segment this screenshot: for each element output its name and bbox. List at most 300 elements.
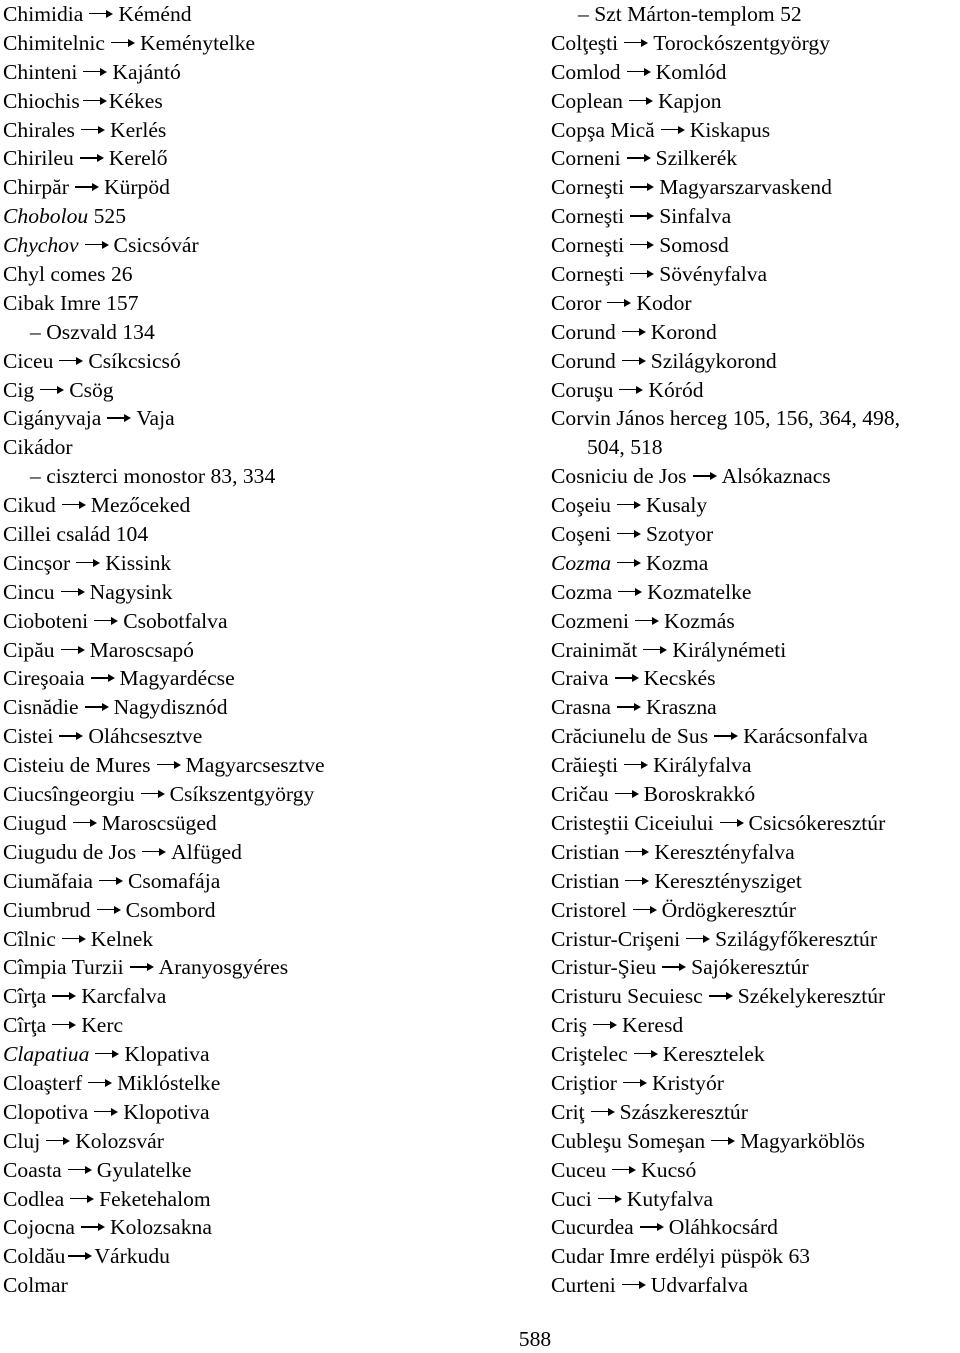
arrow-right-icon bbox=[40, 385, 64, 395]
index-entry bbox=[551, 202, 960, 231]
arrow-right-icon bbox=[623, 1078, 647, 1088]
arrow-right-icon bbox=[75, 182, 99, 192]
index-entry bbox=[3, 722, 533, 751]
arrow-right-icon bbox=[643, 645, 667, 655]
entry-reference: Csombord bbox=[125, 897, 216, 922]
entry-reference: Alfüged bbox=[171, 839, 242, 864]
index-entry bbox=[551, 1040, 960, 1069]
entry-term: Cioboteni bbox=[3, 608, 89, 633]
entry-reference: Karcfalva bbox=[81, 984, 167, 1009]
entry-term: Cîrţa bbox=[3, 984, 47, 1009]
entry-term: Chiochis bbox=[3, 88, 80, 113]
entry-reference: Karácsonfalva bbox=[743, 724, 868, 749]
index-entry bbox=[551, 87, 960, 116]
arrow-right-icon bbox=[76, 558, 100, 568]
entry-reference: Kissink bbox=[105, 550, 172, 575]
index-entry bbox=[3, 289, 533, 318]
arrow-right-icon bbox=[612, 1165, 636, 1175]
index-entry bbox=[551, 1011, 960, 1040]
index-entry bbox=[3, 173, 533, 202]
entry-term: Cîmpia Turzii bbox=[3, 955, 124, 980]
arrow-right-icon bbox=[81, 125, 105, 135]
index-entry bbox=[551, 404, 960, 433]
entry-reference: Királynémeti bbox=[672, 637, 787, 662]
entry-reference: Kucsó bbox=[641, 1157, 697, 1182]
index-entry bbox=[551, 867, 960, 896]
index-entry bbox=[551, 173, 960, 202]
arrow-right-icon bbox=[634, 1049, 658, 1059]
index-entry bbox=[3, 58, 533, 87]
arrow-right-icon bbox=[62, 500, 86, 510]
arrow-right-icon bbox=[59, 731, 83, 741]
entry-pages: 525 bbox=[93, 204, 126, 229]
entry-reference: Kerc bbox=[81, 1013, 124, 1038]
arrow-right-icon bbox=[714, 731, 738, 741]
index-entry bbox=[3, 318, 533, 347]
entry-term: Cubleşu Someşan bbox=[551, 1128, 706, 1153]
entry-term: Corneşti bbox=[551, 233, 625, 258]
entry-reference: Oláhcsesztve bbox=[88, 724, 203, 749]
index-entry bbox=[3, 144, 533, 173]
entry-reference: Csíkszentgyörgy bbox=[169, 782, 315, 807]
index-entry bbox=[551, 607, 960, 636]
index-entry bbox=[551, 838, 960, 867]
entry-term: Crasna bbox=[551, 695, 611, 720]
entry-reference: Klopotiva bbox=[123, 1099, 210, 1124]
entry-term: Cincşor bbox=[3, 550, 71, 575]
entry-reference: Csobotfalva bbox=[123, 608, 228, 633]
entry-term: Cireşoaia bbox=[3, 666, 85, 691]
arrow-right-icon bbox=[625, 876, 649, 886]
entry-reference: Kusaly bbox=[645, 493, 708, 518]
entry-term: Coplean bbox=[551, 88, 623, 113]
index-entry bbox=[551, 1242, 960, 1271]
arrow-right-icon bbox=[625, 847, 649, 857]
entry-term: Cristur-Şieu bbox=[551, 955, 657, 980]
arrow-right-icon bbox=[619, 385, 643, 395]
entry-term: Cričau bbox=[551, 782, 609, 807]
entry-reference: Sinfalva bbox=[659, 204, 732, 229]
arrow-right-icon bbox=[62, 934, 86, 944]
index-entry bbox=[3, 260, 533, 289]
entry-reference: Vaja bbox=[136, 406, 175, 431]
arrow-right-icon bbox=[615, 673, 639, 683]
arrow-right-icon bbox=[593, 1020, 617, 1030]
index-entry bbox=[3, 838, 533, 867]
entry-term: Comlod bbox=[551, 59, 621, 84]
arrow-right-icon bbox=[73, 818, 97, 828]
entry-text: – Oszvald 134 bbox=[30, 319, 155, 344]
index-entry bbox=[551, 953, 960, 982]
entry-term: Corneşti bbox=[551, 175, 625, 200]
arrow-right-icon bbox=[130, 962, 154, 972]
index-entry bbox=[551, 578, 960, 607]
entry-reference: Szilágyfőkeresztúr bbox=[715, 926, 878, 951]
index-entry bbox=[551, 1098, 960, 1127]
arrow-right-icon bbox=[662, 962, 686, 972]
entry-term: Cisteiu de Mures bbox=[3, 753, 151, 778]
entry-text: Cudar Imre erdélyi püspök 63 bbox=[551, 1244, 811, 1269]
entry-term: Cîrţa bbox=[3, 1013, 47, 1038]
entry-reference: Kozmás bbox=[663, 608, 735, 633]
index-entry bbox=[3, 433, 533, 462]
entry-reference: Szászkeresztúr bbox=[619, 1099, 748, 1124]
entry-term: Ciucsîngeorgiu bbox=[3, 782, 135, 807]
arrow-right-icon bbox=[615, 789, 639, 799]
index-entry bbox=[3, 1213, 533, 1242]
entry-reference: Kürpöd bbox=[103, 175, 170, 200]
index-entry bbox=[551, 347, 960, 376]
index-entry bbox=[3, 1040, 533, 1069]
entry-term: Chimitelnic bbox=[3, 30, 105, 55]
entry-term: Cincu bbox=[3, 579, 55, 604]
entry-reference: Sajókeresztúr bbox=[691, 955, 809, 980]
entry-term: Corneşti bbox=[551, 262, 625, 287]
entry-term: Chimidia bbox=[3, 2, 84, 26]
arrow-right-icon bbox=[622, 1280, 646, 1290]
index-entry bbox=[551, 751, 960, 780]
arrow-right-icon bbox=[83, 67, 107, 77]
arrow-right-icon bbox=[61, 645, 85, 655]
index-entry bbox=[551, 636, 960, 665]
index-entry bbox=[551, 664, 960, 693]
index-entry bbox=[3, 867, 533, 896]
entry-reference: Kóród bbox=[648, 377, 704, 402]
entry-term: Ciumbrud bbox=[3, 897, 91, 922]
entry-term: Cipău bbox=[3, 637, 55, 662]
arrow-right-icon bbox=[617, 529, 641, 539]
entry-term: Cristorel bbox=[551, 897, 627, 922]
entry-term: Criţ bbox=[551, 1099, 585, 1124]
entry-reference: Korond bbox=[650, 319, 717, 344]
arrow-right-icon bbox=[598, 1194, 622, 1204]
arrow-right-icon bbox=[630, 182, 654, 192]
entry-term: Cuceu bbox=[551, 1157, 607, 1182]
index-entry bbox=[551, 231, 960, 260]
entry-term: Coşeni bbox=[551, 522, 611, 547]
arrow-right-icon bbox=[89, 9, 113, 19]
arrow-right-icon bbox=[94, 616, 118, 626]
arrow-right-icon bbox=[617, 500, 641, 510]
arrow-right-icon bbox=[630, 211, 654, 221]
arrow-right-icon bbox=[85, 240, 109, 250]
entry-term: Cloaşterf bbox=[3, 1070, 83, 1095]
arrow-right-icon bbox=[630, 269, 654, 279]
entry-reference: Ördögkeresztúr bbox=[661, 897, 796, 922]
entry-term: Cistei bbox=[3, 724, 54, 749]
arrow-right-icon bbox=[52, 991, 76, 1001]
index-entry bbox=[3, 1069, 533, 1098]
entry-term: Cisnădie bbox=[3, 695, 79, 720]
arrow-right-icon bbox=[618, 587, 642, 597]
entry-reference: Kristyór bbox=[651, 1070, 724, 1095]
arrow-right-icon bbox=[686, 934, 710, 944]
entry-reference: Kajántó bbox=[112, 59, 181, 84]
entry-reference: Keresd bbox=[622, 1013, 684, 1038]
entry-reference: Oláhkocsárd bbox=[668, 1215, 778, 1240]
arrow-right-icon bbox=[85, 702, 109, 712]
entry-term: Cristian bbox=[551, 868, 620, 893]
entry-reference: Magyarcsesztve bbox=[185, 753, 325, 778]
entry-term: Ciumăfaia bbox=[3, 868, 93, 893]
index-entry bbox=[3, 636, 533, 665]
index-entry bbox=[3, 693, 533, 722]
entry-reference: Királyfalva bbox=[653, 753, 752, 778]
index-entry bbox=[3, 202, 533, 231]
index-entry bbox=[3, 87, 533, 116]
index-entry bbox=[551, 433, 960, 462]
index-entry bbox=[3, 780, 533, 809]
arrow-right-icon bbox=[80, 153, 104, 163]
entry-term: Cristeştii Ciceiului bbox=[551, 810, 714, 835]
entry-term: Ciugud bbox=[3, 810, 67, 835]
index-entry bbox=[551, 1156, 960, 1185]
entry-term: Crăciunelu de Sus bbox=[551, 724, 709, 749]
entry-reference: Kéménd bbox=[118, 2, 192, 26]
index-entry bbox=[551, 289, 960, 318]
entry-term: Clopotiva bbox=[3, 1099, 89, 1124]
entry-term: Criş bbox=[551, 1013, 587, 1038]
entry-reference: Boroskrakkó bbox=[643, 782, 756, 807]
entry-term: Cuci bbox=[551, 1186, 592, 1211]
entry-text: Cillei család 104 bbox=[3, 522, 149, 547]
entry-reference: Csicsóvár bbox=[113, 233, 199, 258]
index-entry bbox=[3, 1098, 533, 1127]
entry-reference: Szotyor bbox=[645, 522, 714, 547]
index-entry bbox=[3, 404, 533, 433]
index-entry bbox=[551, 809, 960, 838]
entry-reference: Kolozsakna bbox=[109, 1215, 212, 1240]
arrow-right-icon bbox=[720, 818, 744, 828]
entry-text: – ciszterci monostor 83, 334 bbox=[30, 464, 276, 489]
arrow-right-icon bbox=[591, 1107, 615, 1117]
arrow-right-icon bbox=[627, 67, 651, 77]
index-entry bbox=[3, 578, 533, 607]
arrow-right-icon bbox=[111, 38, 135, 48]
entry-term: Cozmeni bbox=[551, 608, 629, 633]
entry-term: Cojocna bbox=[3, 1215, 75, 1240]
arrow-right-icon bbox=[661, 125, 685, 135]
entry-term: Cluj bbox=[3, 1128, 41, 1153]
index-entry bbox=[551, 29, 960, 58]
entry-term: Curteni bbox=[551, 1273, 616, 1298]
arrow-right-icon bbox=[711, 1136, 735, 1146]
entry-reference: Várkudu bbox=[94, 1244, 170, 1269]
entry-reference: Kolozsvár bbox=[75, 1128, 164, 1153]
index-entry bbox=[3, 1185, 533, 1214]
arrow-right-icon bbox=[88, 1078, 112, 1088]
entry-term: Cikud bbox=[3, 493, 56, 518]
entry-term: Coasta bbox=[3, 1157, 62, 1182]
arrow-right-icon bbox=[157, 760, 181, 770]
entry-reference: Csomafája bbox=[127, 868, 221, 893]
entry-reference: Torockószentgyörgy bbox=[653, 30, 830, 55]
entry-term: Chychov bbox=[3, 233, 79, 258]
entry-term: Crăieşti bbox=[551, 753, 619, 778]
entry-reference: Nagydisznód bbox=[113, 695, 228, 720]
entry-term: Coruşu bbox=[551, 377, 614, 402]
entry-reference: Kelnek bbox=[90, 926, 154, 951]
index-entry bbox=[551, 1127, 960, 1156]
entry-reference: Miklóstelke bbox=[117, 1070, 221, 1095]
arrow-right-icon bbox=[61, 587, 85, 597]
entry-term: Cigányvaja bbox=[3, 406, 102, 431]
index-entry bbox=[3, 751, 533, 780]
entry-reference: Kereszténysziget bbox=[654, 868, 802, 893]
entry-text: Chobolou bbox=[3, 204, 89, 229]
arrow-right-icon bbox=[94, 1107, 118, 1117]
index-entry bbox=[551, 982, 960, 1011]
index-entry bbox=[3, 1011, 533, 1040]
index-entry bbox=[551, 925, 960, 954]
index-entry bbox=[551, 1213, 960, 1242]
arrow-right-icon bbox=[617, 558, 641, 568]
arrow-right-icon bbox=[68, 1251, 92, 1261]
arrow-right-icon bbox=[624, 38, 648, 48]
arrow-right-icon bbox=[97, 905, 121, 915]
entry-term: Chirileu bbox=[3, 146, 74, 171]
arrow-right-icon bbox=[607, 298, 631, 308]
entry-text: Chyl comes 26 bbox=[3, 262, 133, 287]
index-entry bbox=[551, 693, 960, 722]
entry-term: Corund bbox=[551, 348, 616, 373]
index-entry bbox=[551, 896, 960, 925]
entry-term: Cosniciu de Jos bbox=[551, 464, 687, 489]
entry-reference: Kozmatelke bbox=[647, 579, 752, 604]
entry-term: Clapatiua bbox=[3, 1042, 90, 1067]
entry-term: Ciugudu de Jos bbox=[3, 839, 137, 864]
arrow-right-icon bbox=[630, 240, 654, 250]
arrow-right-icon bbox=[624, 760, 648, 770]
index-column-right bbox=[551, 0, 960, 1300]
index-entry bbox=[551, 260, 960, 289]
entry-reference: Udvarfalva bbox=[650, 1273, 748, 1298]
arrow-right-icon bbox=[640, 1222, 664, 1232]
entry-reference: Kozma bbox=[646, 550, 709, 575]
entry-text: – Szt Márton-templom 52 bbox=[578, 2, 802, 26]
arrow-right-icon bbox=[629, 96, 653, 106]
arrow-right-icon bbox=[59, 356, 83, 366]
entry-reference: Sövényfalva bbox=[659, 262, 768, 287]
entry-text: Cikádor bbox=[3, 435, 73, 460]
index-entry bbox=[3, 982, 533, 1011]
entry-reference: Kecskés bbox=[643, 666, 716, 691]
arrow-right-icon bbox=[81, 1222, 105, 1232]
arrow-right-icon bbox=[99, 876, 123, 886]
entry-term: Criştelec bbox=[551, 1042, 628, 1067]
index-entry bbox=[551, 520, 960, 549]
entry-term: Chirpăr bbox=[3, 175, 69, 200]
entry-reference: Szilkerék bbox=[655, 146, 738, 171]
entry-reference: Nagysink bbox=[89, 579, 173, 604]
entry-term: Chinteni bbox=[3, 59, 78, 84]
index-entry bbox=[551, 722, 960, 751]
arrow-right-icon bbox=[68, 1165, 92, 1175]
index-entry bbox=[3, 1242, 533, 1271]
entry-term: Codlea bbox=[3, 1186, 65, 1211]
entry-term: Cig bbox=[3, 377, 35, 402]
entry-reference: Szilágykorond bbox=[650, 348, 777, 373]
arrow-right-icon bbox=[91, 673, 115, 683]
entry-term: Cîlnic bbox=[3, 926, 56, 951]
arrow-right-icon bbox=[70, 1194, 94, 1204]
index-entry bbox=[551, 58, 960, 87]
entry-reference: Kiskapus bbox=[689, 117, 771, 142]
entry-reference: Keresztényfalva bbox=[654, 839, 795, 864]
entry-term: Colţeşti bbox=[551, 30, 619, 55]
entry-term: Coror bbox=[551, 290, 602, 315]
arrow-right-icon bbox=[617, 702, 641, 712]
arrow-right-icon bbox=[622, 327, 646, 337]
index-entry bbox=[551, 780, 960, 809]
entry-term: Craiva bbox=[551, 666, 609, 691]
entry-term: Coldău bbox=[3, 1244, 66, 1269]
entry-reference: Gyulatelke bbox=[96, 1157, 192, 1182]
arrow-right-icon bbox=[627, 153, 651, 163]
index-column-left bbox=[3, 0, 533, 1300]
entry-reference: Magyarszarvaskend bbox=[659, 175, 832, 200]
entry-term: Copşa Mică bbox=[551, 117, 655, 142]
index-entry bbox=[551, 462, 960, 491]
arrow-right-icon bbox=[635, 616, 659, 626]
index-entry bbox=[551, 376, 960, 405]
index-entry bbox=[3, 347, 533, 376]
entry-term: Cristur-Crişeni bbox=[551, 926, 681, 951]
arrow-right-icon bbox=[693, 471, 717, 481]
entry-term: Cozma bbox=[551, 550, 611, 575]
entry-reference: Kodor bbox=[636, 290, 692, 315]
index-entry bbox=[3, 896, 533, 925]
entry-term: Corneni bbox=[551, 146, 621, 171]
arrow-right-icon bbox=[142, 847, 166, 857]
entry-text: 504, 518 bbox=[587, 435, 663, 460]
entry-term: Chirales bbox=[3, 117, 75, 142]
index-entry bbox=[551, 116, 960, 145]
index-entry bbox=[3, 116, 533, 145]
entry-reference: Magyardécse bbox=[119, 666, 235, 691]
entry-text: Corvin János herceg 105, 156, 364, 498, bbox=[551, 406, 901, 431]
entry-reference: Keménytelke bbox=[139, 30, 256, 55]
arrow-right-icon bbox=[107, 413, 131, 423]
entry-reference: Kutyfalva bbox=[626, 1186, 714, 1211]
entry-reference: Keresztelek bbox=[662, 1042, 765, 1067]
entry-reference: Csög bbox=[69, 377, 114, 402]
index-entry bbox=[551, 318, 960, 347]
entry-term: Criştior bbox=[551, 1070, 617, 1095]
index-entry bbox=[3, 1156, 533, 1185]
entry-term: Cucurdea bbox=[551, 1215, 634, 1240]
entry-term: Cristuru Secuiesc bbox=[551, 984, 703, 1009]
arrow-right-icon bbox=[709, 991, 733, 1001]
index-entry bbox=[551, 491, 960, 520]
index-entry bbox=[551, 1069, 960, 1098]
entry-reference: Kapjon bbox=[657, 88, 722, 113]
arrow-right-icon bbox=[83, 96, 107, 106]
entry-reference: Csíkcsicsó bbox=[88, 348, 181, 373]
entry-reference: Maroscsapó bbox=[89, 637, 194, 662]
index-entry bbox=[3, 607, 533, 636]
entry-reference: Aranyosgyéres bbox=[158, 955, 289, 980]
entry-reference: Kerelő bbox=[108, 146, 168, 171]
entry-text: Cibak Imre 157 bbox=[3, 290, 139, 315]
index-entry bbox=[3, 1271, 533, 1300]
index-entry bbox=[3, 809, 533, 838]
entry-term: Corneşti bbox=[551, 204, 625, 229]
index-entry bbox=[551, 0, 960, 29]
arrow-right-icon bbox=[622, 356, 646, 366]
index-entry bbox=[3, 491, 533, 520]
arrow-right-icon bbox=[141, 789, 165, 799]
